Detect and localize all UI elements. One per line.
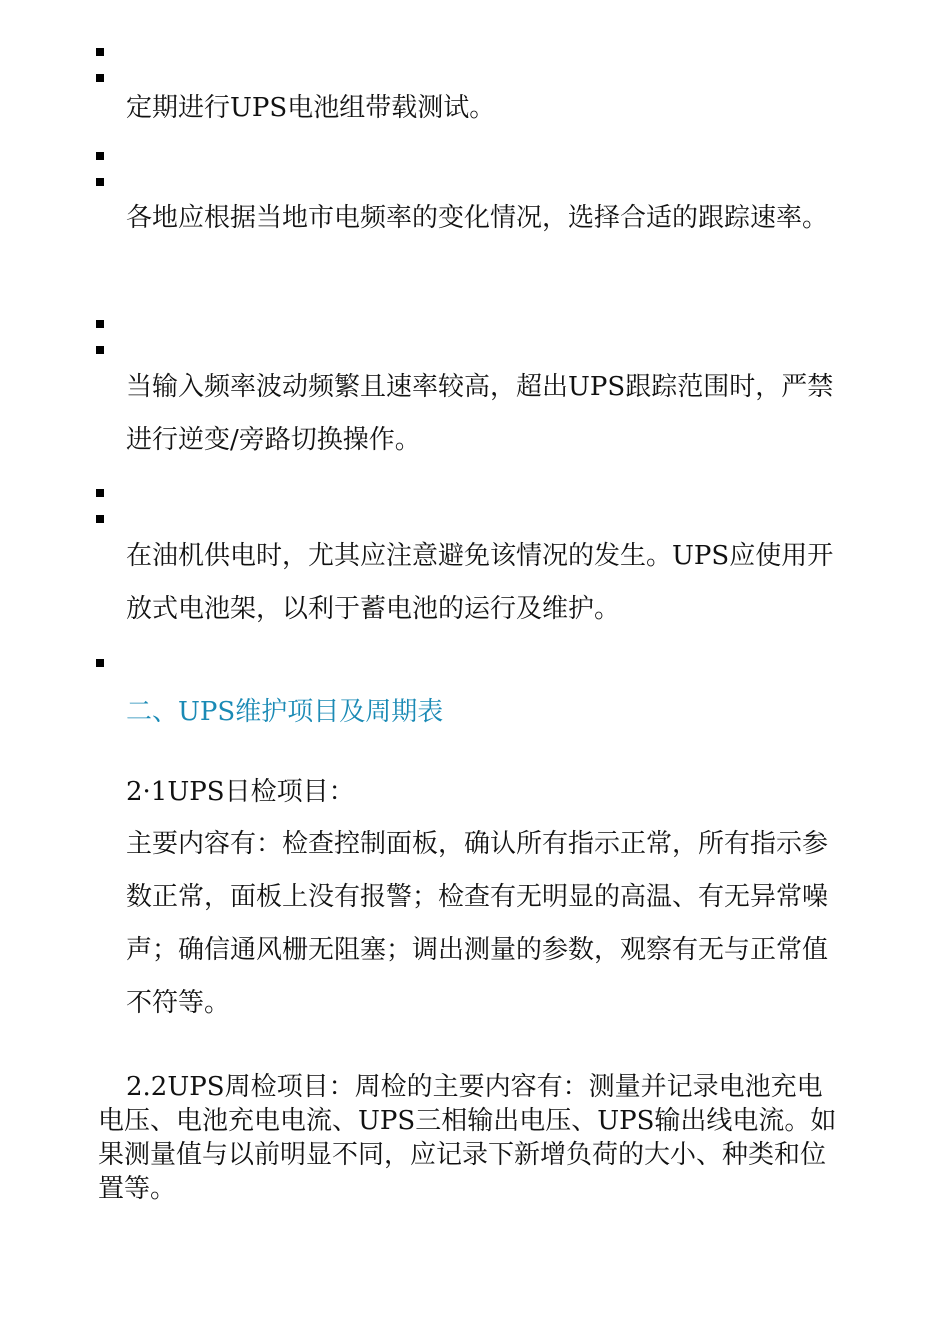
- daily-check-body: 主要内容有：检查控制面板，确认所有指示正常，所有指示参数正常，面板上没有报警；检查有无明显的高温、有无异常噪声；确信通风栅无阻塞；调出测量的参数，观察有无与正常值不符等。: [126, 829, 829, 1018]
- bullet-marker: [96, 515, 104, 523]
- bullet-marker: [96, 659, 104, 667]
- list-item: 在油机供电时，尤其应注意避免该情况的发生。UPS应使用开放式电池架，以利于蓄电池的运行及维护。: [126, 541, 834, 624]
- bullet-marker: [96, 74, 104, 82]
- bullet-marker: [96, 152, 104, 160]
- list-item: 当输入频率波动频繁且速率较高，超出UPS跟踪范围时，严禁进行逆变/旁路切换操作。: [126, 372, 834, 455]
- bullet-marker: [96, 320, 104, 328]
- list-item: 定期进行UPS电池组带载测试。: [126, 93, 496, 123]
- list-item: 各地应根据当地市电频率的变化情况，选择合适的跟踪速率。: [126, 203, 829, 233]
- bullet-marker: [96, 48, 104, 56]
- daily-check-title: 2·1UPS日检项目：: [126, 777, 355, 807]
- bullet-marker: [96, 178, 104, 186]
- section-heading: 二、UPS维护项目及周期表: [126, 697, 444, 727]
- weekly-check-body: 2.2UPS周检项目：周检的主要内容有：测量并记录电池充电电压、电池充电电流、UPS三相输出电压、UPS输出线电流。如果测量值与以前明显不同，应记录下新增负荷的大小、种类和位置等。: [98, 1072, 837, 1204]
- bullet-marker: [96, 346, 104, 354]
- bullet-marker: [96, 489, 104, 497]
